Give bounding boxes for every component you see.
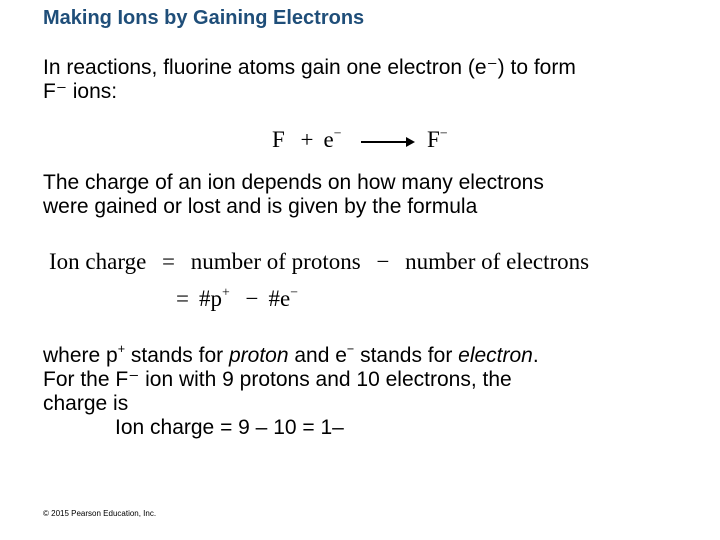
formula-term-protons: number of protons	[190, 249, 361, 274]
intro-text	[43, 56, 693, 104]
ion-charge-formula	[49, 249, 589, 275]
explanation-text	[43, 344, 693, 440]
formula-lhs: Ion charge	[49, 249, 147, 274]
formula-short-minus: −	[245, 286, 259, 311]
equation-electron-charge: −	[333, 125, 342, 141]
explanation-where: where p	[43, 344, 118, 367]
explanation-line-2: For the F⁻ ion with 9 protons and 10 electrons, the	[43, 368, 512, 391]
slide-title: Making Ions by Gaining Electrons	[43, 7, 365, 29]
formula-equals: =	[162, 249, 176, 274]
equation-product-charge: −	[439, 125, 448, 141]
charge-line-2: were gained or lost and is given by the formula	[43, 195, 478, 218]
intro-line-2: F⁻ ions:	[43, 80, 118, 103]
formula-minus: −	[376, 249, 390, 274]
equation-product: F	[427, 127, 440, 152]
equation-reactant-f: F	[272, 127, 285, 152]
intro-line-1: In reactions, fluorine atoms gain one electron (e⁻) to form	[43, 56, 576, 79]
charge-line-1: The charge of an ion depends on how many electrons	[43, 171, 544, 194]
explanation-electron: electron	[458, 344, 533, 367]
ion-equation	[272, 127, 448, 153]
copyright-footer: © 2015 Pearson Education, Inc.	[43, 509, 157, 518]
equation-plus: +	[300, 127, 314, 152]
explanation-stands-for-2: stands for	[354, 344, 459, 367]
formula-short-protons: #p	[198, 286, 222, 311]
ion-charge-calculation: Ion charge = 9 – 10 = 1–	[115, 416, 344, 439]
equation-electron: e	[323, 127, 334, 152]
formula-short-electrons: #e	[268, 286, 291, 311]
explanation-line-1	[43, 344, 539, 367]
explanation-e-sup: −	[346, 342, 355, 357]
ion-charge-formula-short	[176, 286, 298, 312]
formula-short-equals: =	[176, 286, 189, 311]
explanation-line-3: charge is	[43, 392, 129, 415]
explanation-p-sup: +	[117, 342, 126, 357]
formula-short-electrons-sup: −	[290, 284, 298, 300]
charge-text	[43, 171, 693, 219]
reaction-arrow-icon	[361, 141, 413, 143]
explanation-proton: proton	[228, 344, 289, 367]
formula-short-protons-sup: +	[221, 284, 230, 300]
explanation-and-e: and e	[288, 344, 347, 367]
explanation-period: .	[532, 344, 539, 367]
formula-term-electrons: number of electrons	[405, 249, 590, 274]
explanation-stands-for: stands for	[125, 344, 229, 367]
